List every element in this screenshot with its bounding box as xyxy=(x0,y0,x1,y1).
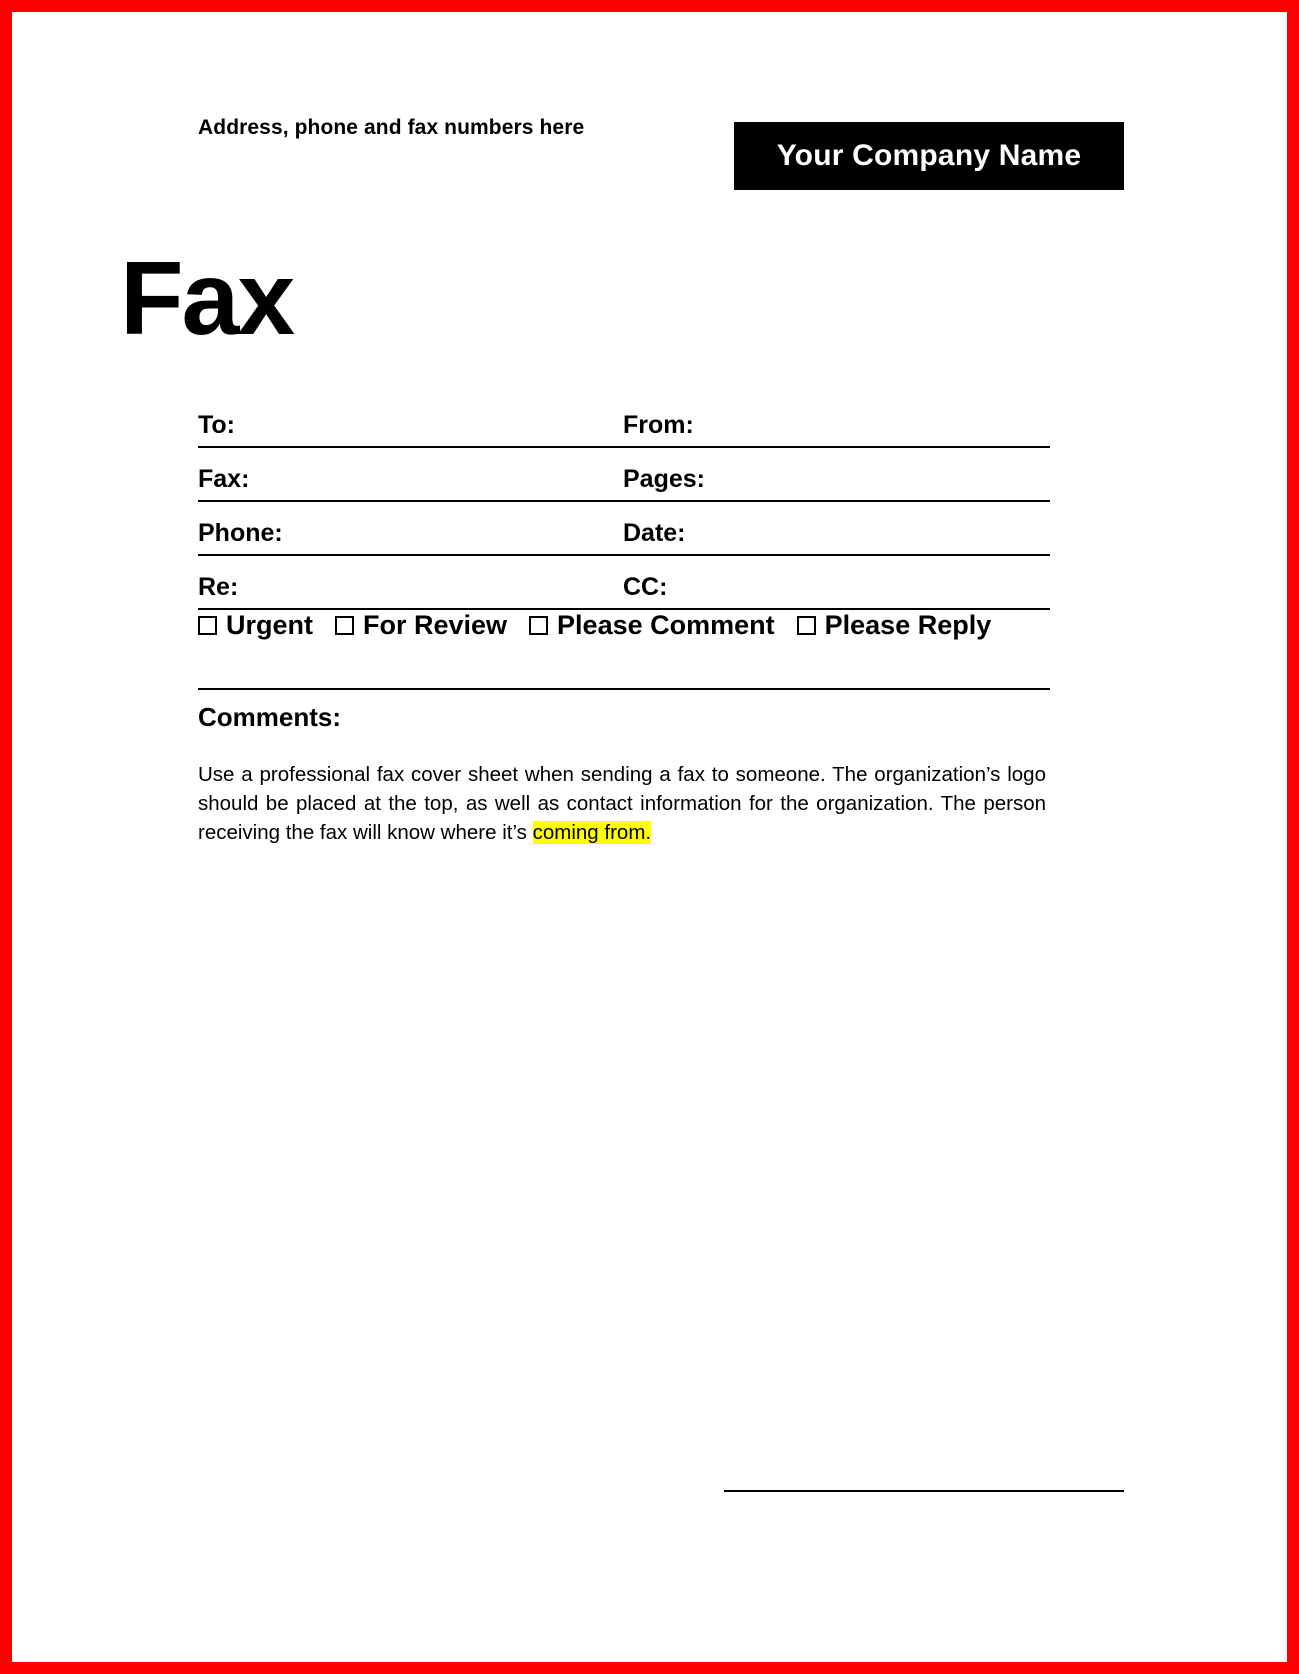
field-label-from: From: xyxy=(623,411,694,439)
field-label-fax: Fax: xyxy=(198,465,250,493)
checkbox-label: Please Reply xyxy=(824,610,992,640)
field-label-pages: Pages: xyxy=(623,465,705,493)
checkbox-label: Please Comment xyxy=(557,610,775,640)
checkbox-label: Urgent xyxy=(226,610,313,640)
page-title: Fax xyxy=(120,241,294,357)
checkbox-label: For Review xyxy=(363,610,508,640)
field-label-cc: CC: xyxy=(623,573,668,601)
field-label-phone: Phone: xyxy=(198,519,283,547)
header-address-text: Address, phone and fax numbers here xyxy=(198,116,585,139)
company-name-text: Your Company Name xyxy=(776,139,1082,172)
comments-text-highlighted: coming from. xyxy=(532,821,652,845)
comments-heading: Comments: xyxy=(198,702,342,732)
comments-text: Use a professional fax cover sheet when sending a fax to someone. The organization’s logo should be placed at the top, as well as contact information for the organization. The person receiving the fax will know where it’s xyxy=(198,763,1046,845)
field-label-date: Date: xyxy=(623,519,686,547)
field-label-re: Re: xyxy=(198,573,239,601)
field-label-to: To: xyxy=(198,411,236,439)
